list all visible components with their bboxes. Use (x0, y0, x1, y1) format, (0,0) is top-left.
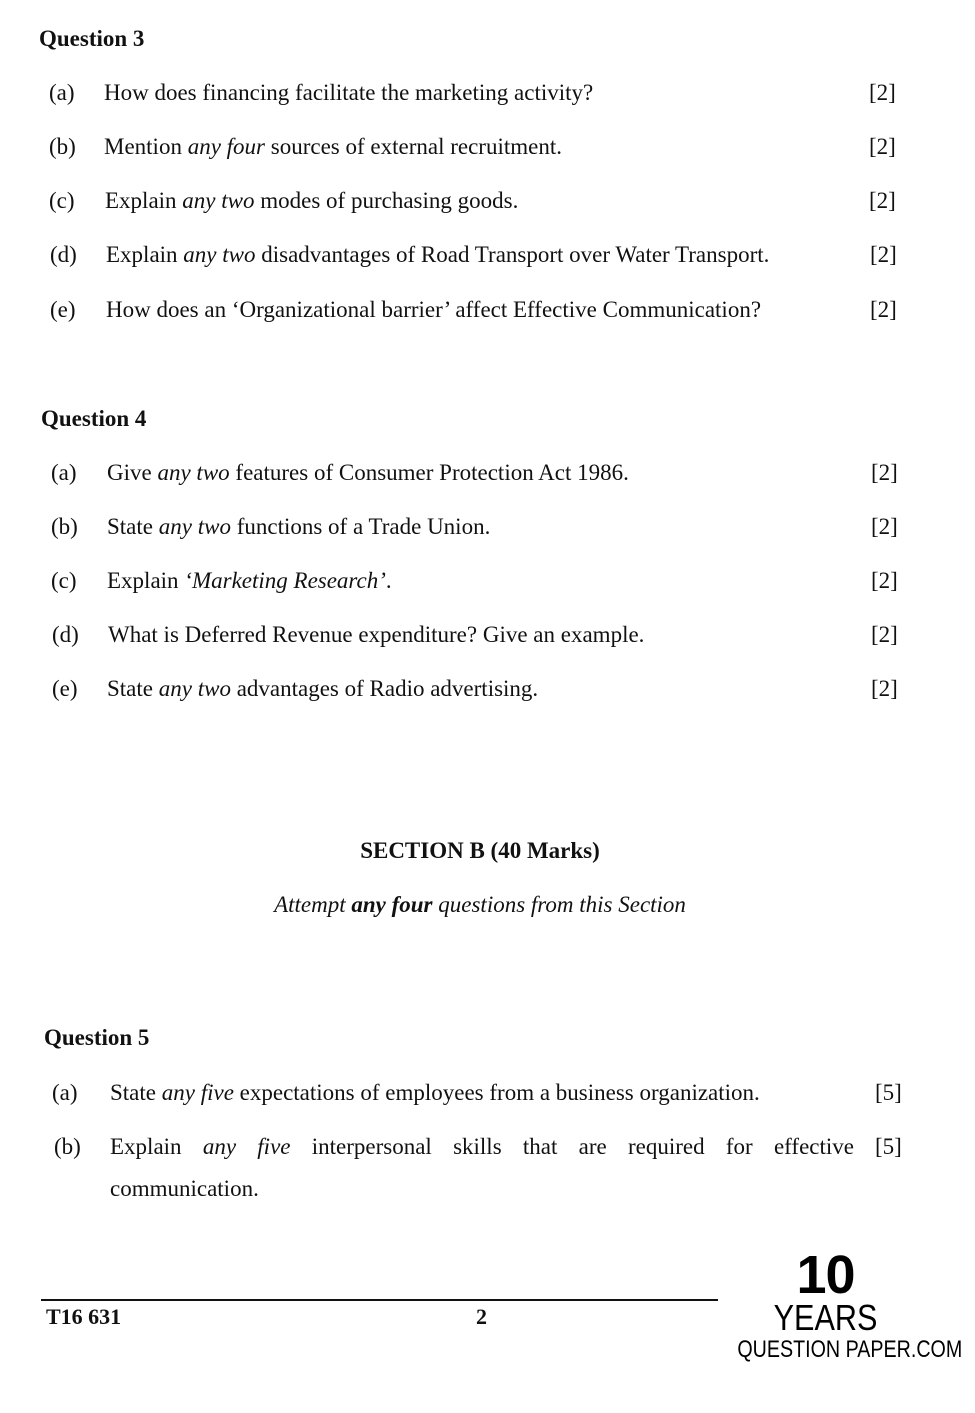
item-text: How does financing facilitate the marketing activity? (104, 80, 594, 105)
footer-rule (41, 1299, 718, 1301)
item-text: State any two functions of a Trade Union. (107, 514, 491, 539)
watermark-site: QUESTION PAPER.COM (737, 1336, 963, 1363)
item-label: (b) (49, 134, 76, 159)
item-text: Mention any four sources of external recruitment. (104, 134, 562, 159)
item-text: State any two advantages of Radio advertising. (107, 676, 539, 701)
item-marks: [2] (871, 622, 898, 647)
item-text: Explain any two disadvantages of Road Transport over Water Transport. (106, 242, 770, 267)
item-marks: [2] (871, 676, 898, 701)
item-marks: [2] (869, 80, 896, 105)
item-label: (a) (51, 460, 77, 485)
item-text: Explain any two modes of purchasing goods. (105, 188, 519, 213)
item-label: (a) (49, 80, 75, 105)
question-4-heading: Question 4 (41, 406, 147, 431)
item-label: (c) (51, 568, 77, 593)
item-marks: [2] (870, 242, 897, 267)
section-b-instruction: Attempt any four questions from this Section (274, 892, 686, 917)
watermark-years: YEARS (773, 1297, 878, 1338)
item-label: (d) (52, 622, 79, 647)
item-label: (b) (54, 1134, 81, 1159)
item-label: (a) (52, 1080, 78, 1105)
question-5-heading: Question 5 (44, 1025, 150, 1050)
watermark-number: 10 (796, 1245, 855, 1305)
item-marks: [2] (869, 188, 896, 213)
item-marks: [2] (871, 568, 898, 593)
item-marks: [2] (871, 514, 898, 539)
item-text: State any five expectations of employees from a business organization. (110, 1080, 760, 1105)
watermark-logo (718, 1245, 963, 1364)
item-label: (d) (50, 242, 77, 267)
item-text: What is Deferred Revenue expenditure? Give an example. (108, 622, 645, 647)
item-marks: [5] (875, 1080, 902, 1105)
item-label: (e) (50, 297, 76, 322)
item-marks: [2] (869, 134, 896, 159)
question-3-heading: Question 3 (39, 26, 145, 51)
item-marks: [5] (875, 1134, 902, 1159)
item-text: Give any two features of Consumer Protection Act 1986. (107, 460, 629, 485)
page-number: 2 (476, 1304, 487, 1329)
item-label: (b) (51, 514, 78, 539)
item-text: Explain ‘Marketing Research’. (107, 568, 392, 593)
item-label: (c) (49, 188, 75, 213)
section-b-title: SECTION B (40 Marks) (360, 838, 600, 863)
item-label: (e) (52, 676, 78, 701)
item-text: How does an ‘Organizational barrier’ affect Effective Communication? (106, 297, 762, 322)
item-text: Explain any five interpersonal skills that are required for effective (110, 1134, 854, 1159)
item-text-continued: communication. (110, 1176, 259, 1201)
item-marks: [2] (870, 297, 897, 322)
paper-code: T16 631 (46, 1304, 122, 1329)
item-marks: [2] (871, 460, 898, 485)
